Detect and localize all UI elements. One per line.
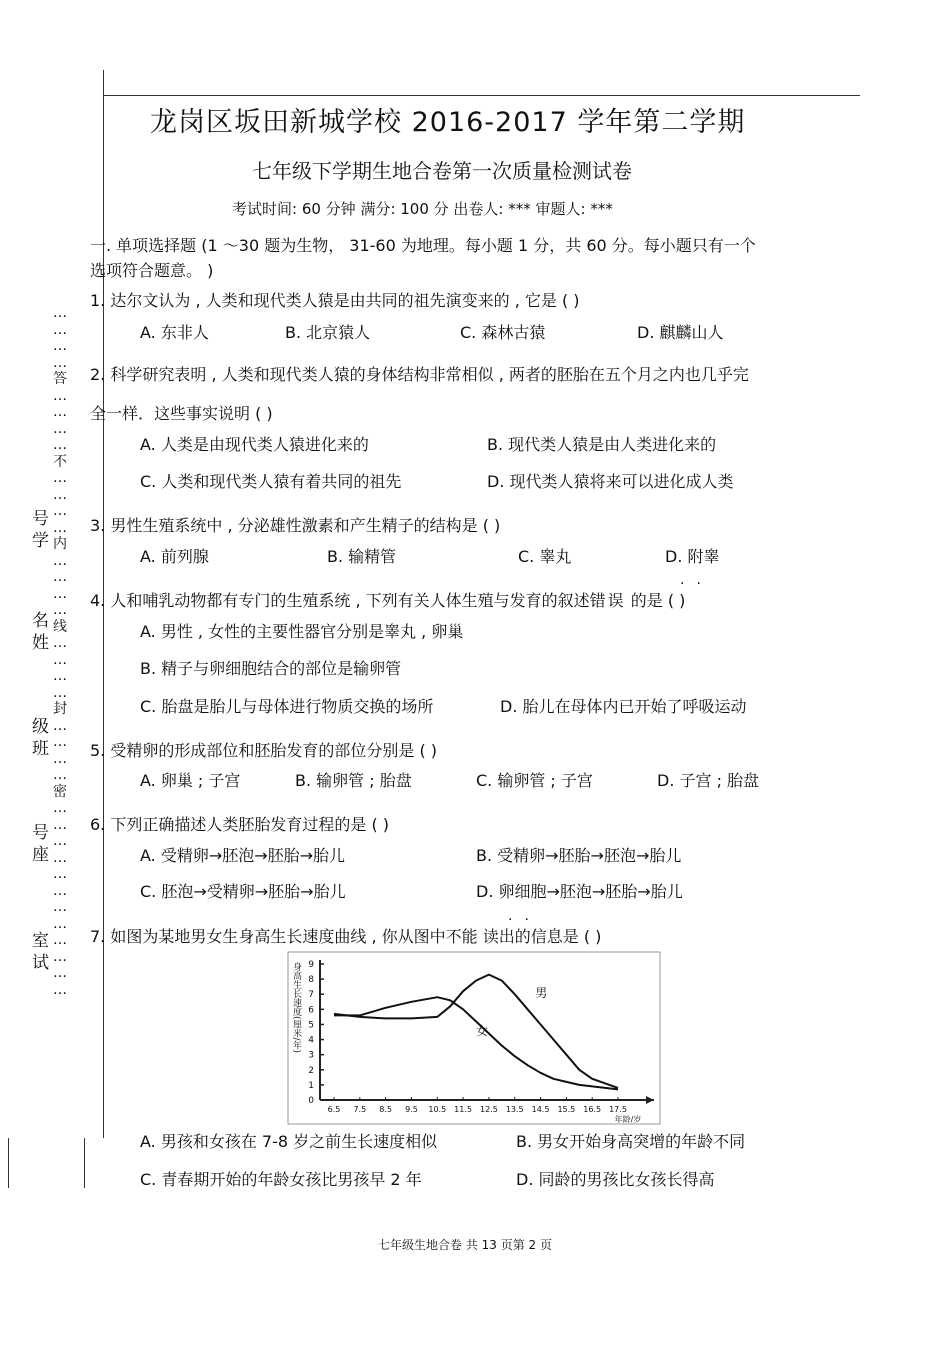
page-footer: 七年级生地合卷 共 13 页第 2 页 (378, 1238, 552, 1252)
option: D. 子宫 ; 胎盘 (657, 771, 760, 790)
x-tick-label: 11.5 (454, 1105, 472, 1114)
stem-text: 读出的信息是 ( ) (477, 927, 602, 946)
option: A. 前列腺 (140, 547, 209, 566)
x-tick-label: 15.5 (557, 1105, 576, 1114)
emphasis-dots: ·· (680, 576, 713, 592)
binding-label: 试 (32, 953, 49, 973)
option: C. 胚泡→受精卵→胚胎→胎儿 (140, 882, 346, 901)
top-rule (104, 95, 860, 96)
x-tick-label: 10.5 (428, 1105, 447, 1114)
binding-label: 学 (32, 531, 49, 551)
binding-label: 级 (32, 717, 49, 737)
option: B. 男女开始身高突增的年龄不同 (516, 1132, 746, 1151)
y-tick-label: 5 (308, 1020, 314, 1031)
option: D. 卵细胞→胚泡→胚胎→胎儿 (476, 882, 683, 901)
y-tick-label: 1 (308, 1080, 314, 1091)
option: B. 输卵管 ; 胎盘 (295, 771, 412, 790)
page-subtitle: 七年级下学期生地合卷第一次质量检测试卷 (252, 159, 632, 183)
y-tick-label: 8 (308, 975, 314, 986)
stem-text: 的是 ( ) (625, 591, 686, 610)
series-label-male: 男 (535, 986, 548, 1001)
question-stem: 1. 达尔文认为 , 人类和现代类人猿是由共同的祖先演变来的 , 它是 ( ) (90, 291, 580, 310)
option: D. 现代类人猿将来可以进化成人类 (487, 472, 734, 491)
x-tick-label: 9.5 (405, 1105, 418, 1114)
y-tick-label: 0 (308, 1096, 314, 1106)
binding-label: 姓 (32, 633, 49, 653)
emphasis-text: 错误 (589, 591, 626, 610)
chart-frame (288, 952, 660, 1124)
series-label-female: 女 (476, 1024, 489, 1039)
question-stem: 2. 科学研究表明 , 人类和现代类人猿的身体结构非常相似 , 两者的胚胎在五个月之内也几乎完 (90, 365, 749, 384)
x-tick-label: 17.5 (609, 1105, 627, 1114)
option: A. 卵巢 ; 子宫 (140, 771, 241, 790)
y-tick-label: 9 (308, 960, 314, 970)
option: D. 同龄的男孩比女孩长得高 (516, 1170, 715, 1189)
binding-label: 班 (32, 739, 49, 759)
stem-text: 7. 如图为某地男女生身高生长速度曲线 , 你从图中 (90, 927, 446, 946)
binding-dots: … … … … 答 … … … … 不 … … … … 内 … … … … 线 … … … … 封 … … … … 密 … … … … … … … … … … … … (53, 305, 67, 998)
option: A. 男孩和女孩在 7-8 岁之前生长速度相似 (140, 1132, 438, 1151)
option: C. 森林古猿 (460, 323, 546, 342)
option: B. 受精卵→胚胎→胚泡→胎儿 (476, 846, 682, 865)
binding-label: 号 (32, 509, 49, 529)
option: B. 输精管 (327, 547, 397, 566)
option: C. 胎盘是胎儿与母体进行物质交换的场所 (140, 697, 434, 716)
emphasis-dots: ·· (508, 912, 541, 928)
binding-label: 名 (32, 611, 49, 631)
growth-speed-chart (286, 950, 662, 1128)
option: C. 青春期开始的年龄女孩比男孩早 2 年 (140, 1170, 422, 1189)
stem-text: 4. 人和哺乳动物都有专门的生殖系统 , 下列有关人体生殖与发育的叙述 (90, 591, 590, 610)
binding-label: 室 (32, 931, 49, 951)
left-edge-line (8, 1138, 9, 1188)
page-title: 龙岗区坂田新城学校 2016-2017 学年第二学期 (150, 107, 746, 138)
x-tick-label: 13.5 (505, 1105, 524, 1114)
option: B. 精子与卵细胞结合的部位是输卵管 (140, 659, 402, 678)
y-tick-label: 2 (308, 1065, 314, 1076)
y-tick-label: 4 (308, 1035, 314, 1046)
section-heading: 一. 单项选择题 (1 ～30 题为生物， 31-60 为地理。每小题 1 分，共 60 分。每小题只有一个 (90, 236, 756, 255)
x-axis-label: 年龄/岁 (614, 1115, 642, 1124)
option: C. 人类和现代类人猿有着共同的祖先 (140, 472, 402, 491)
question-stem-cont: 全一样．这些事实说明 ( ) (90, 404, 273, 423)
question-stem (90, 588, 685, 611)
x-tick-label: 16.5 (583, 1105, 602, 1114)
option: D. 附睾 (665, 547, 720, 566)
y-axis-label: 身高生长速度(厘米/年) (291, 962, 301, 1054)
y-tick-label: 6 (308, 1005, 314, 1016)
question-stem: 5. 受精卵的形成部位和胚胎发育的部位分别是 ( ) (90, 741, 438, 760)
y-tick-label: 3 (308, 1050, 314, 1061)
option: A. 人类是由现代类人猿进化来的 (140, 435, 369, 454)
exam-info: 考试时间: 60 分钟 满分: 100 分 出卷人: *** 审题人: *** (232, 200, 613, 218)
x-tick-label: 14.5 (531, 1105, 550, 1114)
option: A. 男性 , 女性的主要性器官分别是睾丸 , 卵巢 (140, 622, 464, 641)
section-heading-cont: 选项符合题意。 ) (90, 261, 214, 280)
option: D. 麒麟山人 (637, 323, 724, 342)
option: A. 东非人 (140, 323, 209, 342)
x-tick-label: 7.5 (353, 1105, 367, 1114)
binding-label: 座 (32, 845, 49, 865)
series-line-female (334, 997, 618, 1089)
question-stem: 3. 男性生殖系统中 , 分泌雄性激素和产生精子的结构是 ( ) (90, 516, 501, 535)
y-tick-label: 7 (308, 990, 314, 1001)
option: C. 睾丸 (518, 547, 572, 566)
option: A. 受精卵→胚泡→胚胎→胎儿 (140, 846, 346, 865)
question-stem: 6. 下列正确描述人类胚胎发育过程的是 ( ) (90, 815, 390, 834)
emphasis-text: 不能 (445, 927, 478, 946)
option: B. 北京猿人 (285, 323, 371, 342)
option: B. 现代类人猿是由人类进化来的 (487, 435, 717, 454)
x-axis-arrow (646, 1096, 654, 1104)
option: D. 胎儿在母体内已开始了呼吸运动 (500, 697, 747, 716)
option: C. 输卵管 ; 子宫 (476, 771, 593, 790)
x-tick-label: 6.5 (327, 1105, 341, 1114)
x-tick-label: 12.5 (480, 1105, 498, 1114)
x-tick-label: 8.5 (379, 1105, 393, 1114)
binding-label: 号 (32, 823, 49, 843)
binding-line-lower (84, 1138, 85, 1188)
